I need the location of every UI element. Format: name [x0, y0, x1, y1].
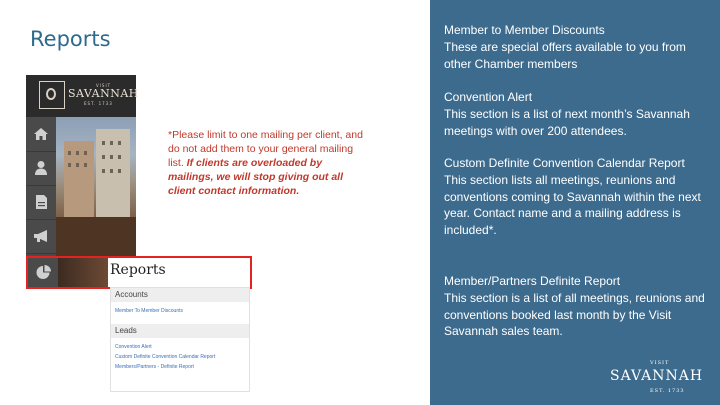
description-title: Custom Definite Convention Calendar Report	[444, 156, 685, 170]
logo-emblem-icon	[39, 81, 65, 109]
mailing-note-warning: If clients are overloaded by mailings, we will stop giving out all client contact information.	[168, 157, 344, 197]
slide-title: Reports	[30, 27, 111, 51]
reports-label: Reports	[110, 262, 166, 278]
mailing-note	[168, 128, 368, 198]
description-text: This section is a list of next month’s Savannah meetings with over 200 attendees.	[444, 106, 690, 138]
accounts-header: Accounts	[111, 288, 249, 302]
reports-pie-chart-icon	[28, 258, 58, 287]
description-title: Convention Alert	[444, 90, 533, 104]
reports-nav-item[interactable]	[26, 256, 252, 289]
custom-definite-calendar-link[interactable]: Custom Definite Convention Calendar Report	[115, 354, 216, 360]
description-text: This section is a list of all meetings, reunions and conventions booked last month by the Visit Savannah sales team.	[444, 290, 705, 339]
description-item	[444, 273, 714, 340]
descriptions-panel	[430, 0, 720, 405]
members-partners-definite-link[interactable]: Members/Partners - Definite Report	[115, 364, 194, 370]
document-icon[interactable]	[26, 185, 56, 220]
description-item	[444, 89, 714, 139]
home-icon[interactable]	[26, 117, 56, 152]
app-logo	[26, 75, 139, 117]
convention-alert-link[interactable]: Convention Alert	[115, 344, 152, 350]
logo-name-text: SAVANNAH	[68, 87, 139, 100]
reports-submenu	[110, 287, 250, 392]
member-to-member-discounts-link[interactable]: Member To Member Discounts	[115, 308, 183, 314]
user-icon[interactable]	[26, 151, 56, 186]
description-text: This section lists all meetings, reunions and conventions coming to Savannah within the next year. Contact name and a mailing address is included*.	[444, 172, 701, 238]
description-item	[444, 155, 714, 239]
logo-visit-text: VISIT	[96, 83, 112, 88]
description-title: Member/Partners Definite Report	[444, 274, 621, 288]
leads-header: Leads	[111, 324, 249, 338]
reports-photo-strip	[58, 258, 108, 287]
brand-name-text: SAVANNAH	[610, 368, 704, 384]
brand-visit-text: VISIT	[650, 360, 670, 366]
logo-est-text: EST. 1733	[84, 101, 113, 106]
mailing-note-plain: *Please limit to one mailing per client, and do not add them to your general mailing list.	[168, 129, 363, 169]
description-text: These are special offers available to you from other Chamber members	[444, 39, 686, 71]
description-item	[444, 22, 714, 72]
description-title: Member to Member Discounts	[444, 23, 605, 37]
brand-est-text: EST. 1733	[650, 388, 685, 394]
megaphone-icon[interactable]	[26, 219, 56, 254]
